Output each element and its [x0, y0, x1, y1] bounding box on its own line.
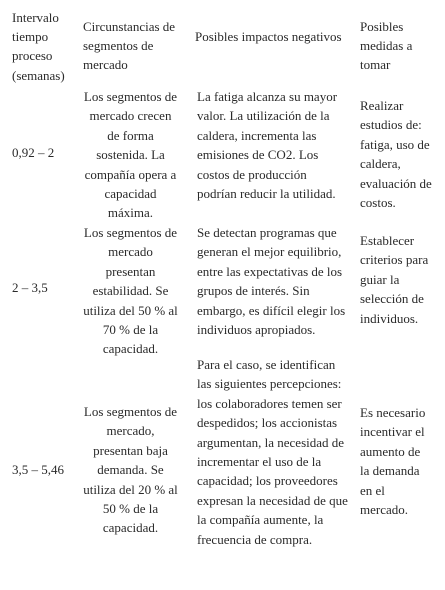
- row-1-circumstance: Los segmentos de mercado crecen de forma sostenida. La compañía opera a capacidad máxima.: [83, 89, 178, 221]
- row-3-impact: Para el caso, se identifican las siguientes percepciones: los colaboradores temen ser despedidos; los accionistas argumentan, la necesidad de incrementar el uso de la capacidad; los proveedores expresan la necesidad de que la compañía aumente, la frecuencia de compra.: [197, 357, 348, 547]
- header-interval: Intervalo tiempo proceso (semanas): [12, 10, 65, 83]
- header-circumstances: Circunstancias de segmentos de mercado: [83, 19, 176, 73]
- row-1-measure: Realizar estudios de: fatiga, uso de caldera, evaluación de costos.: [360, 98, 432, 211]
- row-2-impact: Se detectan programas que generan el mejor equilibrio, entre las expectativas de los grupos de interés. Sin embargo, es difícil elegir los individuos apropiados.: [197, 225, 346, 338]
- row-3-measure: Es necesario incentivar el aumento de la demanda en el mercado.: [360, 405, 426, 518]
- row-2-interval: 2 – 3,5: [12, 280, 48, 295]
- row-1-interval: 0,92 – 2: [12, 145, 55, 160]
- row-2-measure: Establecer criterios para guiar la selección de individuos.: [360, 233, 429, 326]
- row-2-circumstance: Los segmentos de mercado presentan estabilidad. Se utiliza del 50 % al 70 % de la capacidad.: [83, 225, 178, 357]
- row-1-impact: La fatiga alcanza su mayor valor. La utilización de la caldera, incrementa las emisiones de CO2. Los costos de producción podrían reducir la utilidad.: [197, 89, 338, 202]
- header-measures: Posibles medidas a tomar: [360, 19, 413, 73]
- header-impacts: Posibles impactos negativos: [195, 29, 342, 44]
- row-3-interval: 3,5 – 5,46: [12, 462, 64, 477]
- row-3-circumstance: Los segmentos de mercado, presentan baja demanda. Se utiliza del 20 % al 50 % de la capacidad.: [83, 404, 178, 536]
